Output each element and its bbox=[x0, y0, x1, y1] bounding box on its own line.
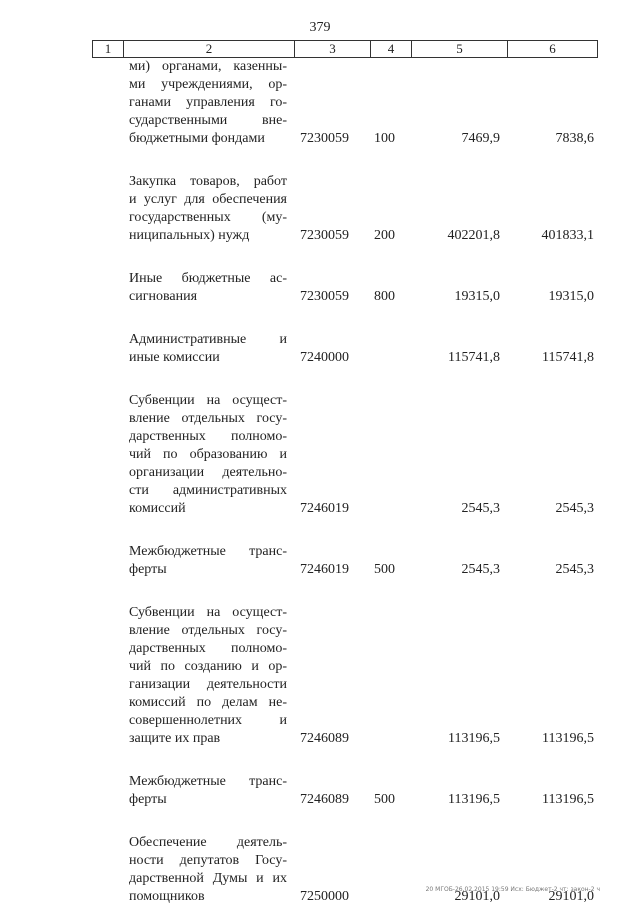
row-value-col6: 29101,0 bbox=[548, 889, 594, 904]
description-line: ганами управления го- bbox=[129, 95, 287, 110]
row-value-col5: 19315,0 bbox=[454, 289, 500, 304]
description-line: Межбюджетные транс- bbox=[129, 774, 287, 789]
description-line: Межбюджетные транс- bbox=[129, 544, 287, 559]
row-description bbox=[129, 58, 287, 148]
description-line: ферты bbox=[129, 562, 167, 577]
description-line: вление отдельных госу- bbox=[129, 411, 287, 426]
description-line: ферты bbox=[129, 792, 167, 807]
row-expense-type: 200 bbox=[374, 228, 395, 243]
description-line: чий по созданию и ор- bbox=[129, 659, 287, 674]
description-line: и услуг для обеспечения bbox=[129, 192, 287, 207]
table-row bbox=[92, 543, 598, 579]
description-line: ниципальных) нужд bbox=[129, 228, 250, 243]
row-code: 7230059 bbox=[300, 131, 349, 146]
description-line: вление отдельных госу- bbox=[129, 623, 287, 638]
row-value-col5: 2545,3 bbox=[461, 501, 500, 516]
row-description bbox=[129, 834, 287, 906]
description-line: ми) органами, казенны- bbox=[129, 59, 287, 74]
table-row bbox=[92, 604, 598, 748]
row-value-col5: 29101,0 bbox=[454, 889, 500, 904]
row-value-col6: 2545,3 bbox=[555, 562, 594, 577]
description-line: ности депутатов Госу- bbox=[129, 853, 287, 868]
description-line: Субвенции на осущест- bbox=[129, 605, 287, 620]
row-description bbox=[129, 331, 287, 367]
row-description bbox=[129, 773, 287, 809]
row-value-col5: 115741,8 bbox=[448, 350, 500, 365]
row-expense-type: 500 bbox=[374, 562, 395, 577]
row-code: 7230059 bbox=[300, 289, 349, 304]
row-value-col5: 402201,8 bbox=[447, 228, 500, 243]
footer-stamp: 20 МГОБ-26.02.2015 19:59 Исх: Бюджет-2 чт: закон-2 ч bbox=[425, 886, 600, 893]
header-col-2: 2 bbox=[124, 41, 295, 57]
description-line: ганизации деятельности bbox=[129, 677, 287, 692]
description-line: иные комиссии bbox=[129, 350, 220, 365]
description-line: дарственных полномо- bbox=[129, 641, 287, 656]
description-line: бюджетными фондами bbox=[129, 131, 265, 146]
header-col-6: 6 bbox=[549, 41, 556, 56]
row-code: 7246089 bbox=[300, 731, 349, 746]
header-col-1: 1 bbox=[93, 41, 124, 57]
header-col-5: 5 bbox=[412, 41, 508, 57]
row-expense-type: 100 bbox=[374, 131, 395, 146]
description-line: сигнования bbox=[129, 289, 198, 304]
table-row bbox=[92, 270, 598, 306]
row-description bbox=[129, 173, 287, 245]
description-line: защите их прав bbox=[129, 731, 221, 746]
row-code: 7240000 bbox=[300, 350, 349, 365]
description-line: совершеннолетних и bbox=[129, 713, 287, 728]
table-row bbox=[92, 392, 598, 518]
description-line: дарственных полномо- bbox=[129, 429, 287, 444]
row-code: 7246019 bbox=[300, 501, 349, 516]
description-line: Субвенции на осущест- bbox=[129, 393, 287, 408]
row-description bbox=[129, 392, 287, 518]
description-line: ми учреждениями, ор- bbox=[129, 77, 287, 92]
row-code: 7246019 bbox=[300, 562, 349, 577]
description-line: Административные и bbox=[129, 332, 287, 347]
row-value-col5: 2545,3 bbox=[461, 562, 500, 577]
row-description bbox=[129, 604, 287, 748]
row-expense-type: 800 bbox=[374, 289, 395, 304]
table-row bbox=[92, 834, 598, 906]
row-value-col6: 19315,0 bbox=[548, 289, 594, 304]
table-header bbox=[92, 40, 598, 58]
row-description bbox=[129, 543, 287, 579]
description-line: сударственными вне- bbox=[129, 113, 287, 128]
row-code: 7230059 bbox=[300, 228, 349, 243]
row-value-col6: 2545,3 bbox=[555, 501, 594, 516]
table-row bbox=[92, 58, 598, 148]
row-code: 7246089 bbox=[300, 792, 349, 807]
row-value-col5: 113196,5 bbox=[448, 792, 500, 807]
row-value-col6: 7838,6 bbox=[555, 131, 594, 146]
description-line: Закупка товаров, работ bbox=[129, 174, 287, 189]
description-line: государственных (му- bbox=[129, 210, 287, 225]
row-value-col5: 7469,9 bbox=[461, 131, 500, 146]
row-value-col5: 113196,5 bbox=[448, 731, 500, 746]
row-expense-type: 500 bbox=[374, 792, 395, 807]
description-line: комиссий по делам не- bbox=[129, 695, 287, 710]
description-line: сти административных bbox=[129, 483, 287, 498]
header-col-4: 4 bbox=[371, 41, 412, 57]
description-line: комиссий bbox=[129, 501, 186, 516]
row-description bbox=[129, 270, 287, 306]
row-value-col6: 401833,1 bbox=[541, 228, 594, 243]
row-value-col6: 115741,8 bbox=[542, 350, 594, 365]
description-line: Обеспечение деятель- bbox=[129, 835, 287, 850]
row-value-col6: 113196,5 bbox=[542, 792, 594, 807]
description-line: организации деятельно- bbox=[129, 465, 287, 480]
description-line: помощников bbox=[129, 889, 205, 904]
description-line: дарственной Думы и их bbox=[129, 871, 287, 886]
page-number: 379 bbox=[309, 20, 331, 35]
table-row bbox=[92, 773, 598, 809]
table-row bbox=[92, 173, 598, 245]
row-code: 7250000 bbox=[300, 889, 349, 904]
header-col-3: 3 bbox=[295, 41, 371, 57]
description-line: чий по образованию и bbox=[129, 447, 287, 462]
table-row bbox=[92, 331, 598, 367]
description-line: Иные бюджетные ас- bbox=[129, 271, 287, 286]
row-value-col6: 113196,5 bbox=[542, 731, 594, 746]
